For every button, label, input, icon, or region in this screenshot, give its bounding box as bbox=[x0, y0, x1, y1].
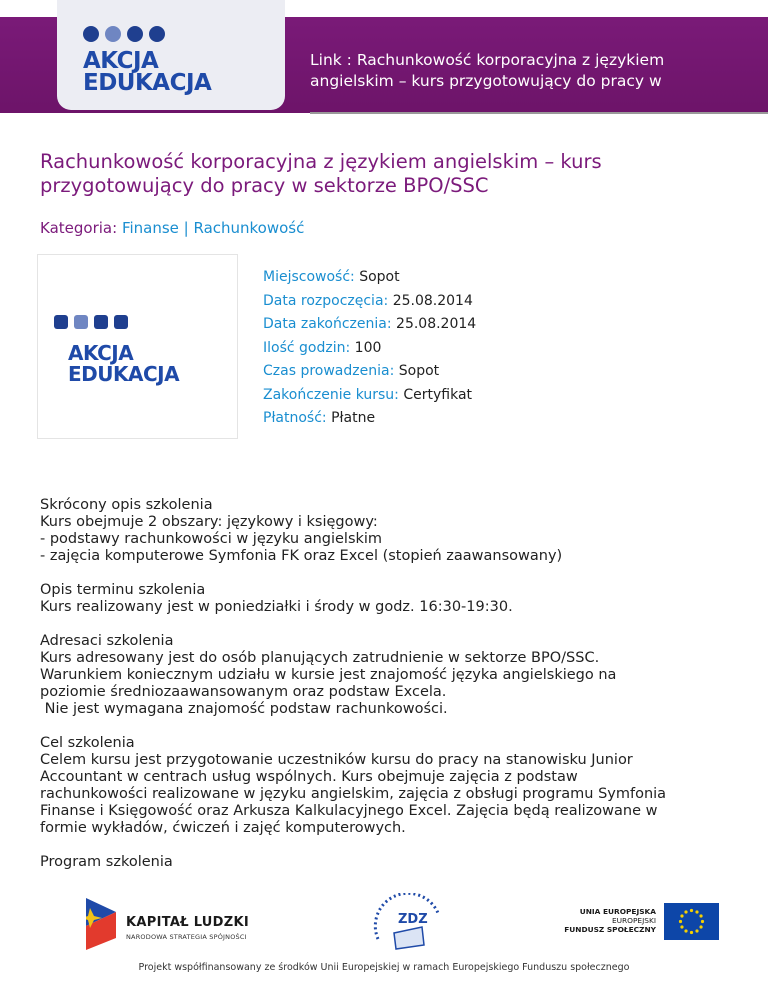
section-line: Warunkiem koniecznym udziału w kursie jest znajomość języka angielskiego na bbox=[40, 667, 617, 683]
header-link[interactable]: Link : Rachunkowość korporacyjna z językiem angielskim – kurs przygotowujący do pracy w bbox=[310, 51, 665, 90]
detail-row bbox=[263, 360, 476, 384]
section-line: - podstawy rachunkowości w języku angielskim bbox=[40, 531, 383, 547]
detail-value: 25.08.2014 bbox=[396, 316, 477, 332]
section-line: Celem kursu jest przygotowanie uczestników kursu do pracy na stanowisku Junior bbox=[40, 752, 633, 768]
detail-label: Czas prowadzenia: bbox=[263, 363, 395, 379]
description-section bbox=[40, 582, 730, 616]
kapital-ludzki-flag-icon bbox=[86, 898, 120, 950]
section-line: Kurs obejmuje 2 obszary: językowy i księgowy: bbox=[40, 514, 378, 530]
akcja-edukacja-logo[interactable] bbox=[57, 0, 285, 110]
section-line: - zajęcia komputerowe Symfonia FK oraz Excel (stopień zaawansowany) bbox=[40, 548, 563, 564]
eu-star-icon bbox=[699, 925, 702, 928]
detail-value: 25.08.2014 bbox=[392, 292, 473, 309]
eu-star-icon bbox=[684, 929, 687, 932]
section-line: Accountant w centrach usług wspólnych. Kurs obejmuje zajęcia z podstaw bbox=[40, 769, 578, 785]
detail-label: Płatność: bbox=[263, 410, 327, 426]
detail-label: Zakończenie kursu: bbox=[263, 386, 399, 403]
detail-label: Data zakończenia: bbox=[263, 316, 392, 332]
section-line: formie wykładów, ćwiczeń i zajęć komputerowych. bbox=[40, 820, 406, 836]
section-line: rachunkowości realizowane w języku angielskim, zajęcia z obsługi programu Symfonia bbox=[40, 786, 667, 802]
section-line: Kurs adresowany jest do osób planujących zatrudnienie w sektorze BPO/SSC. bbox=[40, 650, 600, 666]
detail-label: Data rozpoczęcia: bbox=[263, 292, 389, 309]
eu-star-icon bbox=[690, 909, 693, 912]
footer-logos bbox=[0, 895, 768, 955]
detail-value: Sopot bbox=[398, 363, 440, 379]
page-title: Rachunkowość korporacyjna z językiem angielskim – kurs przygotowujący do pracy w sektorze BPO/SSC bbox=[40, 150, 602, 197]
course-thumbnail bbox=[37, 254, 238, 439]
header-divider bbox=[310, 112, 768, 114]
section-heading: Adresaci szkolenia bbox=[40, 633, 174, 649]
eu-star-icon bbox=[679, 920, 682, 923]
detail-value: Sopot bbox=[359, 269, 400, 285]
logo-text: AKCJA EDUKACJA bbox=[83, 48, 212, 96]
detail-row bbox=[263, 290, 476, 314]
category-value[interactable]: Finanse | Rachunkowość bbox=[121, 219, 305, 237]
section-heading: Cel szkolenia bbox=[40, 735, 135, 751]
course-description bbox=[40, 497, 730, 888]
section-heading: Opis terminu szkolenia bbox=[40, 582, 206, 598]
detail-row bbox=[263, 407, 476, 431]
description-section bbox=[40, 497, 730, 565]
description-section bbox=[40, 854, 730, 871]
section-heading: Program szkolenia bbox=[40, 854, 173, 870]
detail-row bbox=[263, 313, 476, 337]
eu-star-icon bbox=[695, 929, 698, 932]
detail-row bbox=[263, 266, 476, 290]
course-details bbox=[263, 266, 476, 431]
zdz-logo-icon bbox=[370, 893, 446, 953]
description-section bbox=[40, 633, 730, 718]
eu-flag-icon bbox=[664, 903, 719, 940]
category-label: Kategoria: bbox=[40, 219, 118, 237]
category bbox=[40, 219, 304, 237]
footer-note: Projekt współfinansowany ze środków Unii Europejskiej w ramach Europejskiego Funduszu społecznego bbox=[138, 962, 630, 973]
detail-label: Ilość godzin: bbox=[263, 339, 351, 356]
logo-dots-icon bbox=[83, 26, 165, 42]
detail-row bbox=[263, 384, 476, 408]
eu-star-icon bbox=[680, 914, 683, 917]
thumb-dots-icon bbox=[54, 315, 128, 329]
description-section bbox=[40, 735, 730, 837]
section-line: Finanse i Księgowość oraz Arkusza Kalkulacyjnego Excel. Zajęcia będą realizowane w bbox=[40, 803, 658, 819]
section-line: Nie jest wymagana znajomość podstaw rachunkowości. bbox=[40, 701, 448, 717]
detail-value: Certyfikat bbox=[403, 386, 473, 403]
section-line: poziomie średniozaawansowanym oraz podstaw Excela. bbox=[40, 684, 447, 700]
eu-star-icon bbox=[680, 925, 683, 928]
ue-logo-text: UNIA EUROPEJSKA EUROPEJSKI FUNDUSZ SPOŁECZNY bbox=[564, 907, 656, 934]
eu-star-icon bbox=[690, 931, 693, 934]
detail-label: Miejscowość: bbox=[263, 269, 355, 285]
section-heading: Skrócony opis szkolenia bbox=[40, 497, 213, 513]
eu-star-icon bbox=[695, 910, 698, 913]
eu-star-icon bbox=[701, 920, 704, 923]
eu-star-icon bbox=[699, 914, 702, 917]
kapital-ludzki-logo: KAPITAŁ LUDZKI NARODOWA STRATEGIA SPÓJNOŚCI bbox=[126, 915, 249, 941]
detail-value: Płatne bbox=[331, 410, 376, 426]
thumb-logo-text: AKCJA EDUKACJA bbox=[68, 341, 180, 386]
svg-text:ZDZ: ZDZ bbox=[398, 912, 428, 927]
section-line: Kurs realizowany jest w poniedziałki i środy w godz. 16:30-19:30. bbox=[40, 599, 513, 615]
eu-star-icon bbox=[684, 910, 687, 913]
detail-row bbox=[263, 337, 476, 361]
detail-value: 100 bbox=[354, 339, 382, 356]
